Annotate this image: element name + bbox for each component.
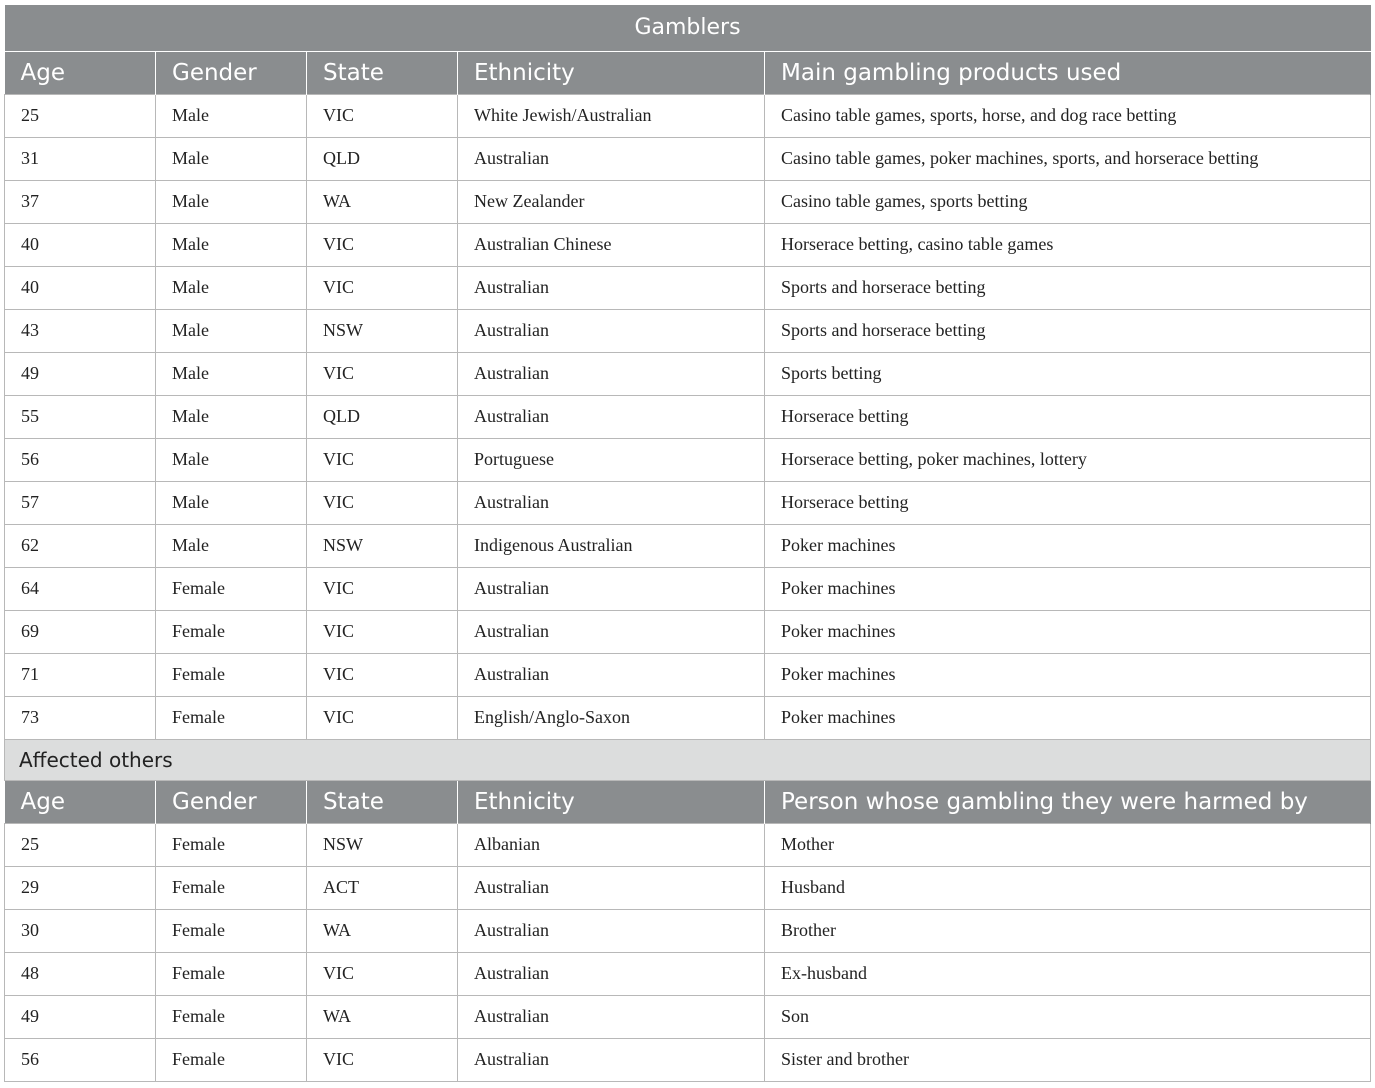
cell-gender: Female [156,653,307,696]
cell-gender: Male [156,266,307,309]
gambler-row [5,309,1371,352]
cell-ethnicity: Australian [458,567,765,610]
cell-state: VIC [307,438,458,481]
column-header-state: State [307,51,458,94]
cell-state: WA [307,995,458,1038]
cell-state: ACT [307,866,458,909]
cell-harmed-by: Husband [765,866,1371,909]
cell-gender: Male [156,395,307,438]
cell-age: 55 [5,395,156,438]
gamblers-title-row [5,5,1371,51]
cell-state: NSW [307,524,458,567]
cell-gender: Male [156,94,307,137]
cell-gender: Male [156,438,307,481]
cell-products: Horserace betting [765,395,1371,438]
cell-ethnicity: Australian [458,309,765,352]
cell-state: VIC [307,696,458,739]
cell-age: 62 [5,524,156,567]
column-header-gender: Gender [156,51,307,94]
cell-products: Poker machines [765,696,1371,739]
cell-gender: Male [156,180,307,223]
cell-age: 69 [5,610,156,653]
cell-gender: Female [156,1038,307,1081]
cell-state: WA [307,909,458,952]
cell-products: Casino table games, poker machines, sports, and horserace betting [765,137,1371,180]
column-header-state: State [307,780,458,823]
cell-ethnicity: Australian Chinese [458,223,765,266]
cell-gender: Female [156,823,307,866]
gambler-row [5,395,1371,438]
cell-age: 71 [5,653,156,696]
cell-harmed-by: Mother [765,823,1371,866]
cell-ethnicity: English/Anglo-Saxon [458,696,765,739]
affected-section-row [5,739,1371,780]
cell-state: VIC [307,567,458,610]
gambler-row [5,610,1371,653]
cell-products: Sports betting [765,352,1371,395]
gambler-row [5,137,1371,180]
cell-ethnicity: Australian [458,266,765,309]
cell-age: 31 [5,137,156,180]
cell-age: 49 [5,995,156,1038]
cell-state: NSW [307,823,458,866]
gambler-row [5,481,1371,524]
cell-state: VIC [307,352,458,395]
affected-title: Affected others [5,739,1371,780]
affected-row [5,909,1371,952]
cell-products: Poker machines [765,653,1371,696]
cell-age: 64 [5,567,156,610]
cell-products: Horserace betting, casino table games [765,223,1371,266]
affected-row [5,952,1371,995]
cell-age: 73 [5,696,156,739]
gamblers-header-row [5,51,1371,94]
cell-gender: Female [156,696,307,739]
cell-products: Horserace betting, poker machines, lottery [765,438,1371,481]
cell-age: 57 [5,481,156,524]
cell-ethnicity: Australian [458,395,765,438]
cell-state: VIC [307,481,458,524]
cell-ethnicity: New Zealander [458,180,765,223]
cell-gender: Female [156,567,307,610]
cell-ethnicity: Australian [458,909,765,952]
cell-ethnicity: Australian [458,137,765,180]
column-header-products: Main gambling products used [765,51,1371,94]
column-header-age: Age [5,780,156,823]
cell-state: VIC [307,653,458,696]
cell-gender: Male [156,524,307,567]
affected-row [5,995,1371,1038]
cell-age: 56 [5,1038,156,1081]
cell-gender: Male [156,481,307,524]
cell-gender: Female [156,995,307,1038]
affected-row [5,1038,1371,1081]
cell-state: VIC [307,610,458,653]
cell-harmed-by: Sister and brother [765,1038,1371,1081]
cell-state: VIC [307,94,458,137]
column-header-harmed-by: Person whose gambling they were harmed by [765,780,1371,823]
cell-age: 29 [5,866,156,909]
gamblers-title: Gamblers [5,5,1371,51]
cell-gender: Male [156,137,307,180]
cell-age: 49 [5,352,156,395]
cell-gender: Female [156,952,307,995]
gambler-row [5,438,1371,481]
cell-age: 43 [5,309,156,352]
cell-products: Horserace betting [765,481,1371,524]
cell-products: Poker machines [765,567,1371,610]
cell-products: Casino table games, sports betting [765,180,1371,223]
cell-gender: Male [156,223,307,266]
cell-age: 40 [5,223,156,266]
cell-products: Poker machines [765,524,1371,567]
gambler-row [5,180,1371,223]
affected-row [5,823,1371,866]
cell-state: QLD [307,137,458,180]
cell-ethnicity: Indigenous Australian [458,524,765,567]
column-header-ethnicity: Ethnicity [458,51,765,94]
affected-header-row [5,780,1371,823]
cell-harmed-by: Son [765,995,1371,1038]
cell-harmed-by: Brother [765,909,1371,952]
cell-ethnicity: Portuguese [458,438,765,481]
cell-ethnicity: Australian [458,866,765,909]
cell-ethnicity: Australian [458,995,765,1038]
column-header-ethnicity: Ethnicity [458,780,765,823]
cell-state: VIC [307,952,458,995]
cell-ethnicity: Australian [458,481,765,524]
cell-harmed-by: Ex-husband [765,952,1371,995]
gambler-row [5,94,1371,137]
cell-state: QLD [307,395,458,438]
affected-row [5,866,1371,909]
cell-ethnicity: Australian [458,952,765,995]
cell-ethnicity: White Jewish/Australian [458,94,765,137]
cell-gender: Male [156,352,307,395]
cell-products: Sports and horserace betting [765,309,1371,352]
cell-ethnicity: Australian [458,610,765,653]
cell-state: WA [307,180,458,223]
participants-table [4,5,1371,1082]
column-header-age: Age [5,51,156,94]
cell-age: 30 [5,909,156,952]
cell-products: Casino table games, sports, horse, and dog race betting [765,94,1371,137]
cell-age: 40 [5,266,156,309]
cell-state: VIC [307,266,458,309]
column-header-gender: Gender [156,780,307,823]
cell-age: 37 [5,180,156,223]
cell-gender: Female [156,866,307,909]
cell-age: 56 [5,438,156,481]
participants-table-body [5,5,1371,1081]
cell-state: VIC [307,1038,458,1081]
gambler-row [5,524,1371,567]
gambler-row [5,352,1371,395]
cell-gender: Male [156,309,307,352]
cell-ethnicity: Australian [458,1038,765,1081]
gambler-row [5,696,1371,739]
gambler-row [5,567,1371,610]
cell-ethnicity: Australian [458,352,765,395]
cell-state: VIC [307,223,458,266]
cell-age: 25 [5,94,156,137]
gambler-row [5,223,1371,266]
cell-state: NSW [307,309,458,352]
cell-products: Poker machines [765,610,1371,653]
cell-products: Sports and horserace betting [765,266,1371,309]
gambler-row [5,653,1371,696]
cell-ethnicity: Australian [458,653,765,696]
gambler-row [5,266,1371,309]
cell-ethnicity: Albanian [458,823,765,866]
cell-age: 48 [5,952,156,995]
cell-gender: Female [156,909,307,952]
cell-age: 25 [5,823,156,866]
cell-gender: Female [156,610,307,653]
